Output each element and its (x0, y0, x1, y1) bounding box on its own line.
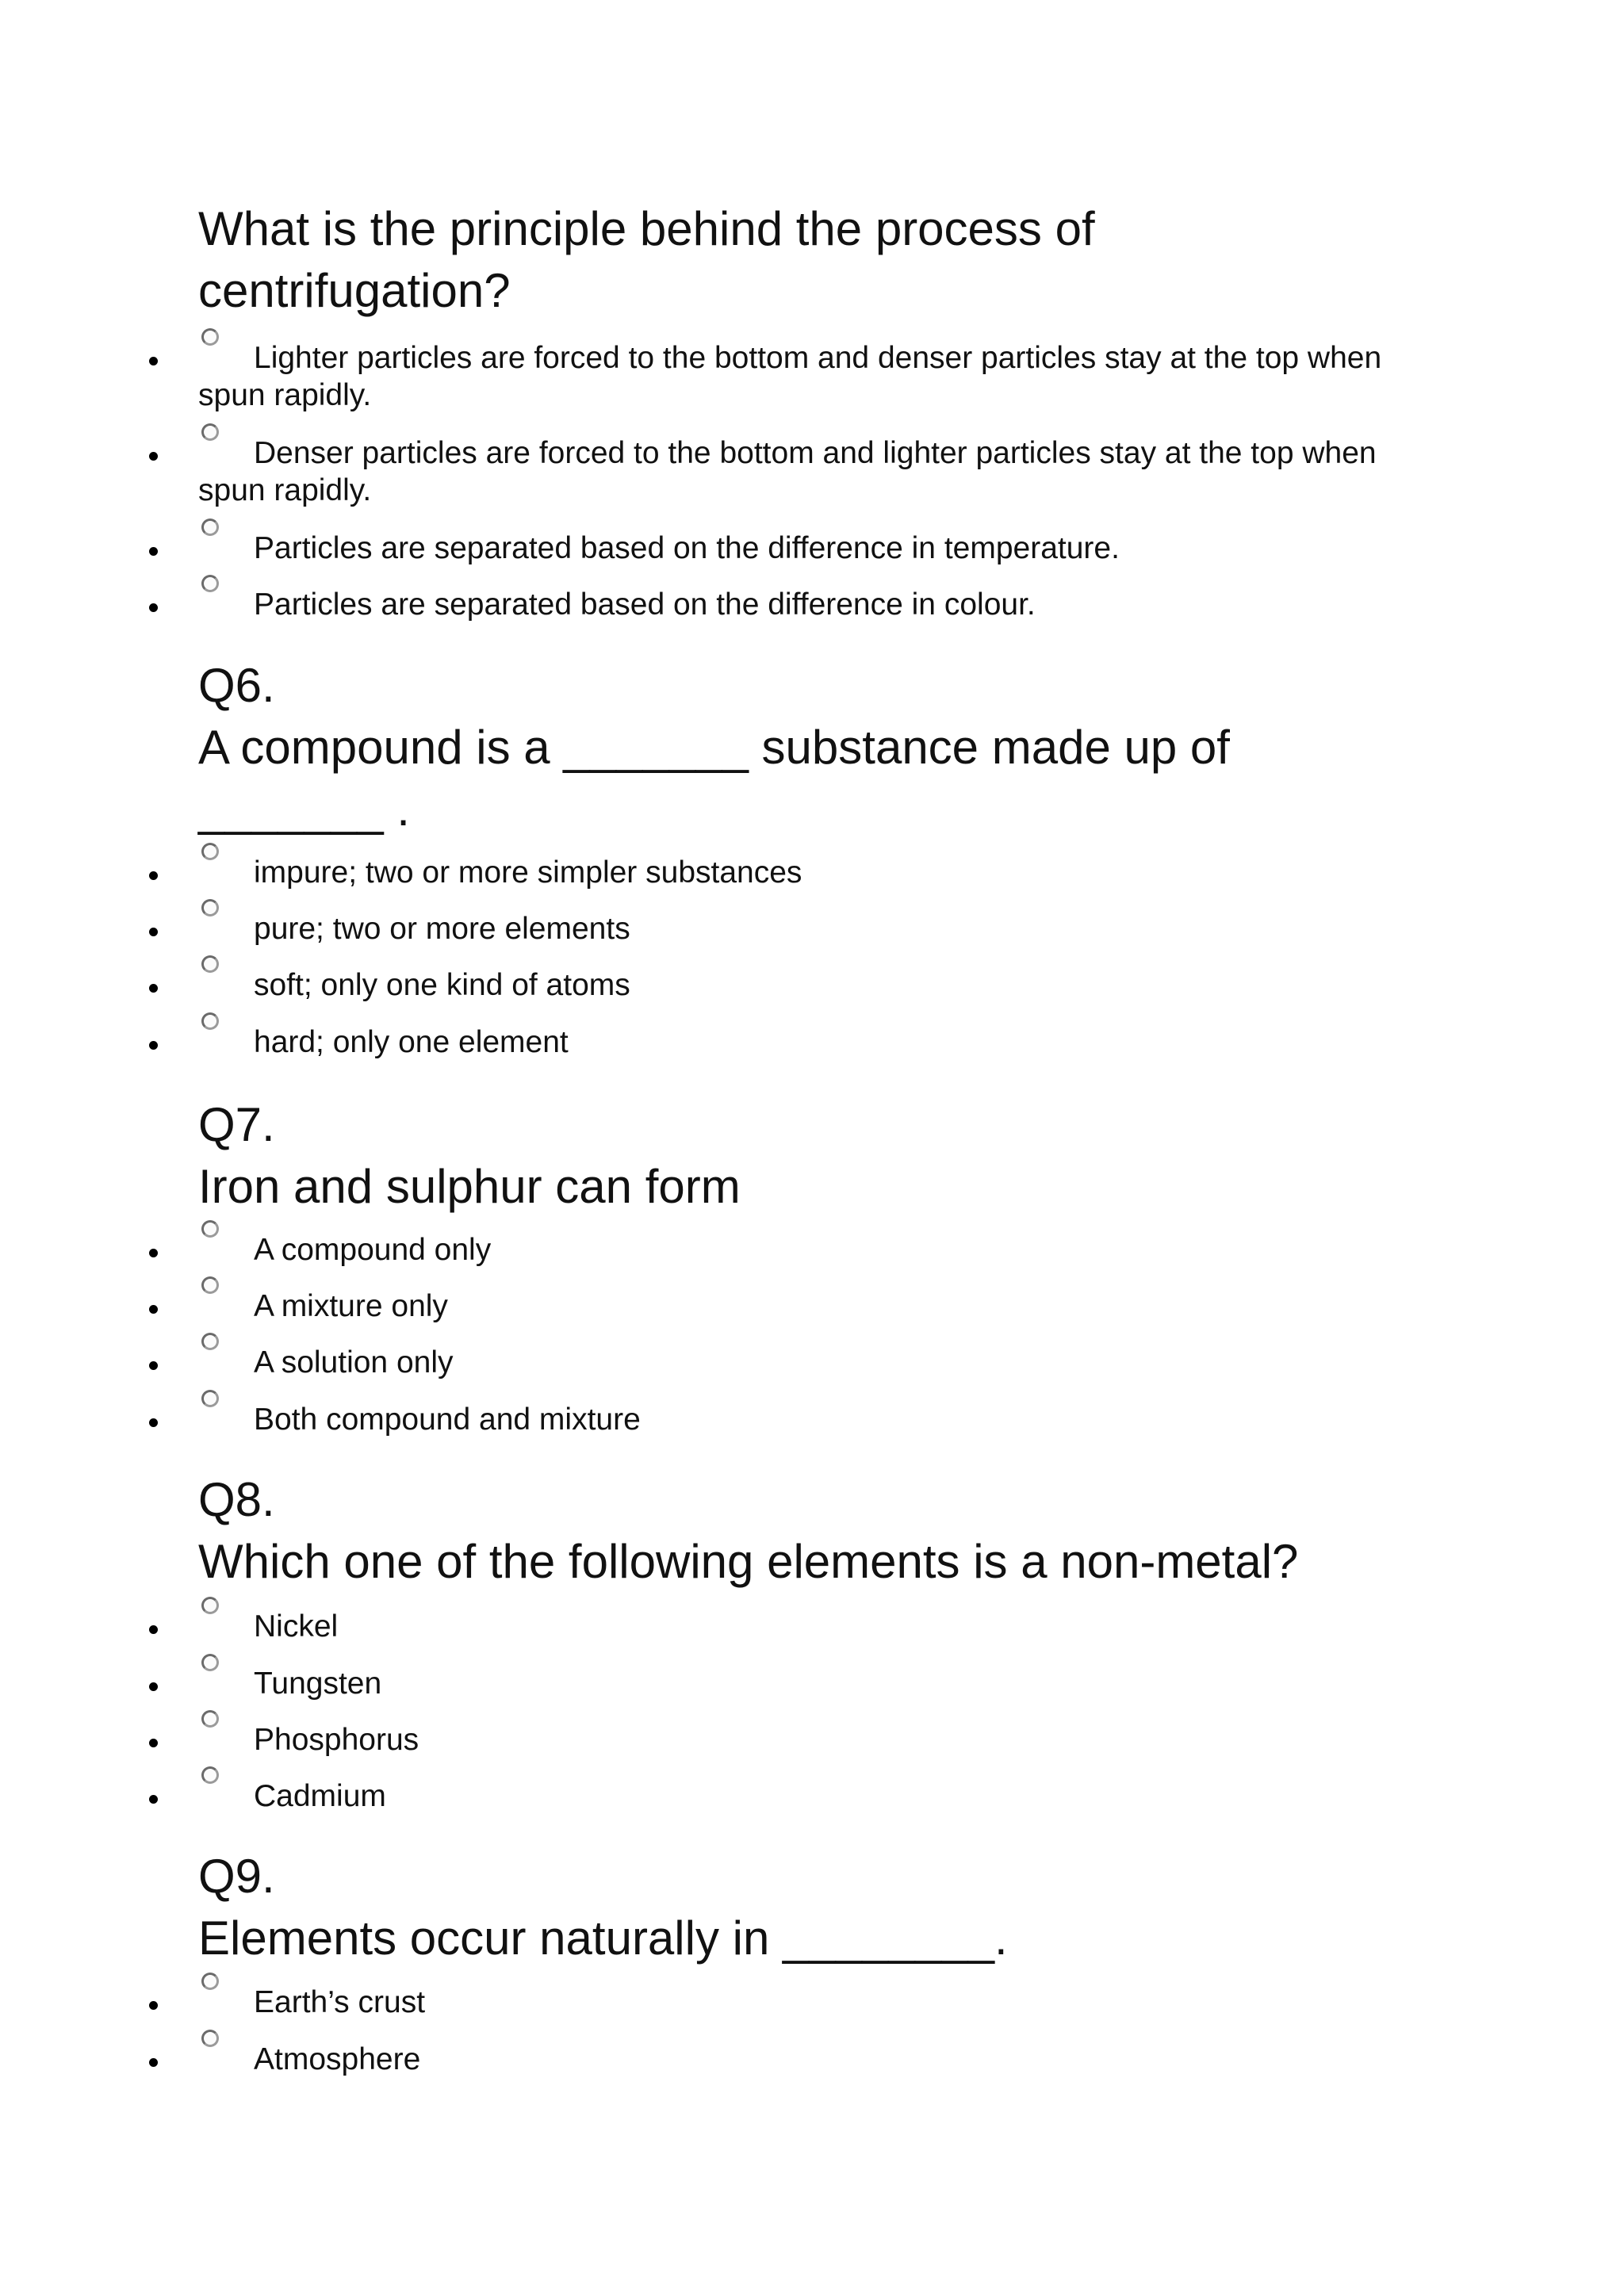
question-9-option-2[interactable] (198, 2041, 420, 2078)
radio-button[interactable] (201, 1333, 219, 1350)
question-6 (198, 655, 1435, 840)
bullet-icon (149, 2001, 158, 2010)
bullet-icon (149, 984, 158, 993)
question-7 (198, 1094, 1435, 1218)
option-label: A compound only (254, 1233, 492, 1267)
question-6-option-2[interactable] (198, 910, 630, 947)
bullet-icon (149, 1795, 158, 1804)
bullet-icon (149, 928, 158, 936)
question-6-text-line-1: A compound is a _______ substance made up of (198, 721, 1230, 774)
question-8-option-1[interactable] (198, 1608, 338, 1645)
question-8-option-3[interactable] (198, 1721, 419, 1758)
question-9-option-1[interactable] (198, 1984, 425, 2021)
bullet-icon (149, 1041, 158, 1050)
bullet-icon (149, 1682, 158, 1691)
question-5-option-3[interactable] (198, 530, 1120, 567)
question-7-option-4[interactable] (198, 1401, 641, 1438)
bullet-icon (149, 1361, 158, 1370)
radio-button[interactable] (201, 899, 219, 916)
question-7-option-2[interactable] (198, 1288, 448, 1325)
radio-button[interactable] (201, 575, 219, 592)
question-9-text-line-1: Elements occur naturally in ________. (198, 1911, 1008, 1965)
question-7-option-1[interactable] (198, 1231, 491, 1269)
question-5 (198, 198, 1435, 322)
radio-button[interactable] (201, 423, 219, 441)
question-9-number: Q9. (198, 1850, 275, 1903)
option-label: Denser particles are forced to the bottom and lighter particles stay at the top when spun rapidly. (198, 436, 1377, 507)
bullet-icon (149, 2058, 158, 2067)
option-label: pure; two or more elements (254, 912, 630, 946)
bullet-icon (149, 1249, 158, 1257)
bullet-icon (149, 1739, 158, 1747)
question-5-option-4[interactable] (198, 586, 1036, 623)
question-8-text-line-1: Which one of the following elements is a non-metal? (198, 1535, 1299, 1588)
radio-button[interactable] (201, 2030, 219, 2047)
option-label: hard; only one element (254, 1025, 569, 1059)
option-label: Atmosphere (254, 2042, 421, 2076)
question-7-text-line-1: Iron and sulphur can form (198, 1160, 741, 1213)
option-label: impure; two or more simpler substances (254, 855, 802, 890)
option-label: Lighter particles are forced to the bottom and denser particles stay at the top when spun rapidly. (198, 341, 1382, 412)
question-6-option-3[interactable] (198, 966, 630, 1004)
radio-button[interactable] (201, 1710, 219, 1728)
question-5-option-1[interactable] (198, 339, 1388, 414)
question-5-option-2[interactable] (198, 434, 1388, 509)
question-8-option-2[interactable] (198, 1665, 381, 1702)
option-label: Nickel (254, 1609, 339, 1644)
bullet-icon (149, 1418, 158, 1427)
question-5-text-line-2: centrifugation? (198, 264, 511, 317)
radio-button[interactable] (201, 1220, 219, 1238)
option-label: Particles are separated based on the difference in colour. (254, 587, 1036, 622)
question-7-number: Q7. (198, 1098, 275, 1151)
bullet-icon (149, 1625, 158, 1634)
question-6-number: Q6. (198, 659, 275, 712)
option-label: Phosphorus (254, 1723, 419, 1757)
bullet-icon (149, 1305, 158, 1314)
question-7-option-3[interactable] (198, 1344, 454, 1381)
question-9 (198, 1846, 1435, 1969)
radio-button[interactable] (201, 1390, 219, 1407)
option-label: Tungsten (254, 1667, 382, 1701)
question-6-option-1[interactable] (198, 854, 802, 891)
radio-button[interactable] (201, 1012, 219, 1030)
option-label: A solution only (254, 1345, 454, 1380)
question-8-number: Q8. (198, 1473, 275, 1526)
radio-button[interactable] (201, 519, 219, 536)
option-label: Particles are separated based on the difference in temperature. (254, 531, 1120, 565)
radio-button[interactable] (201, 1973, 219, 1990)
option-label: Both compound and mixture (254, 1402, 641, 1437)
bullet-icon (149, 871, 158, 880)
bullet-icon (149, 603, 158, 612)
radio-button[interactable] (201, 1276, 219, 1294)
bullet-icon (149, 357, 158, 365)
question-6-text-line-2: _______ . (198, 783, 410, 836)
radio-button[interactable] (201, 328, 219, 346)
radio-button[interactable] (201, 955, 219, 973)
question-8-option-4[interactable] (198, 1777, 386, 1815)
question-8 (198, 1469, 1435, 1593)
bullet-icon (149, 452, 158, 461)
option-label: Earth’s crust (254, 1985, 426, 2019)
option-label: A mixture only (254, 1289, 448, 1323)
bullet-icon (149, 547, 158, 556)
option-label: Cadmium (254, 1779, 386, 1813)
radio-button[interactable] (201, 843, 219, 860)
option-label: soft; only one kind of atoms (254, 968, 630, 1002)
question-6-option-4[interactable] (198, 1024, 569, 1061)
radio-button[interactable] (201, 1654, 219, 1671)
radio-button[interactable] (201, 1766, 219, 1784)
radio-button[interactable] (201, 1597, 219, 1614)
question-5-text-line-1: What is the principle behind the process of (198, 202, 1095, 255)
